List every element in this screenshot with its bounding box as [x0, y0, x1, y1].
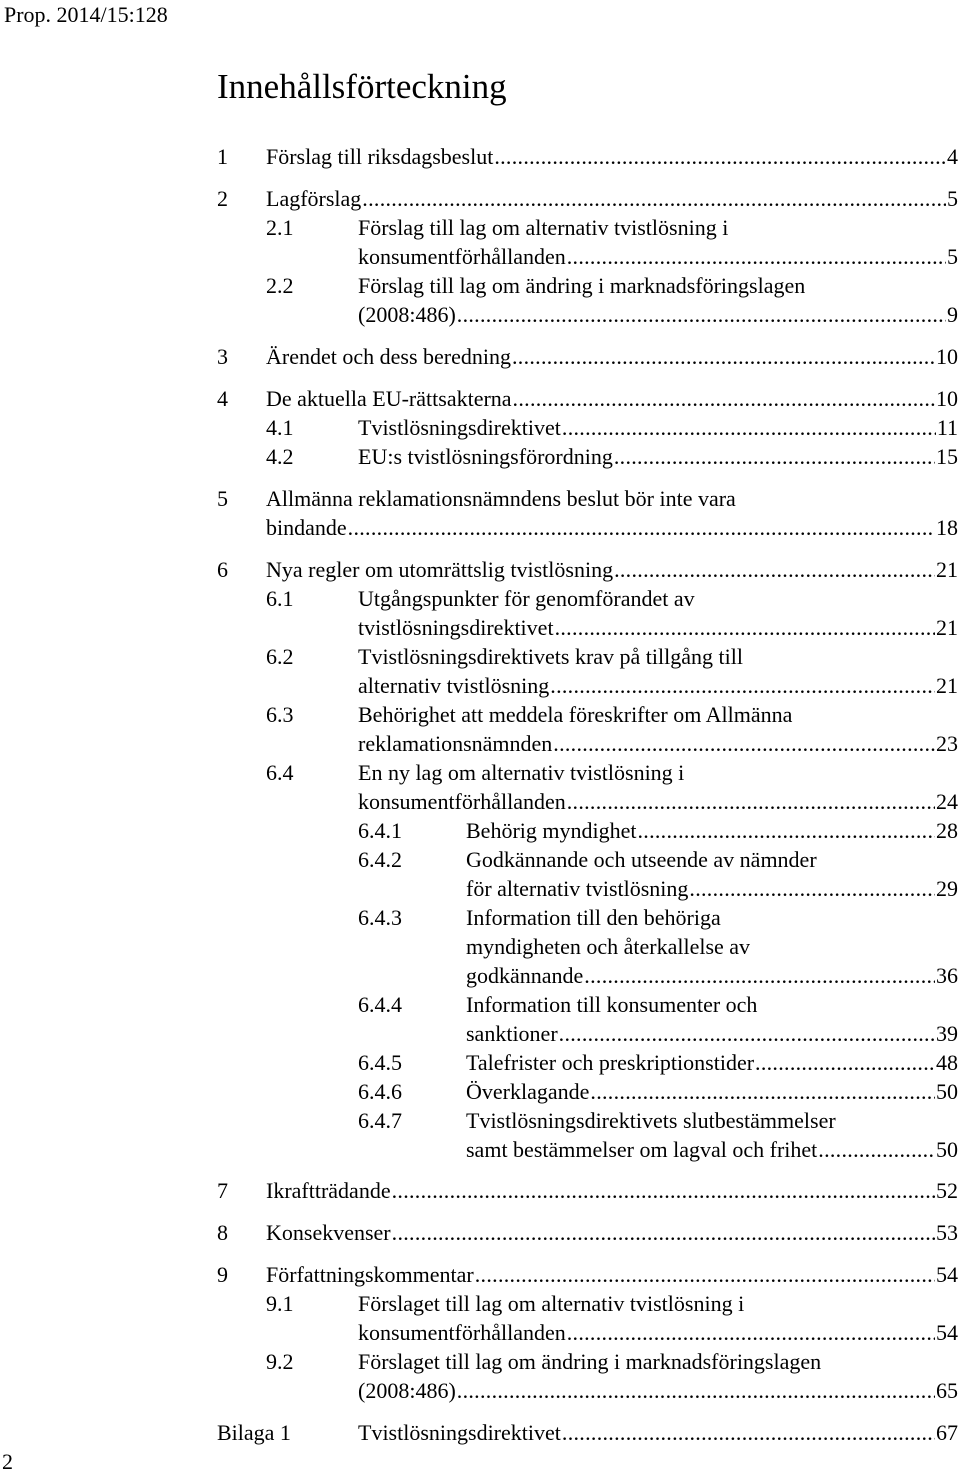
toc-entry-number: 9.1 [266, 1291, 294, 1316]
toc-entry-line [358, 1289, 744, 1318]
toc-entry[interactable] [266, 142, 958, 171]
toc-entry-page: 5 [947, 244, 958, 269]
toc-entry-number: 6.4.3 [358, 905, 402, 930]
dot-leader [457, 300, 946, 329]
dot-leader [348, 513, 935, 542]
dot-leader [562, 1418, 935, 1447]
toc-entry-page: 39 [936, 1021, 958, 1046]
running-header: Prop. 2014/15:128 [4, 2, 168, 27]
toc-entry-title: Lagförslag [266, 186, 362, 211]
toc-entry[interactable] [266, 513, 958, 542]
toc-entry-title: Information till konsumenter och [466, 992, 758, 1017]
toc-entry-title: Tvistlösningsdirektivets krav på tillgång till [358, 644, 743, 669]
dot-leader [555, 613, 935, 642]
dot-leader [512, 342, 935, 371]
toc-entry-title: för alternativ tvistlösning [466, 876, 689, 901]
toc-entry-page: 24 [936, 789, 958, 814]
dot-leader [567, 242, 946, 271]
dot-leader [392, 1176, 935, 1205]
toc-entry-title: Överklagande [466, 1079, 590, 1104]
toc-entry-number: 6.4.4 [358, 992, 402, 1017]
toc-entry-number: 8 [217, 1220, 228, 1245]
toc-entry-number: 5 [217, 486, 228, 511]
toc-entry-title: Behörig myndighet [466, 818, 637, 843]
toc-entry-number: 2.2 [266, 273, 294, 298]
toc-entry-line [466, 845, 817, 874]
toc-entry-page: 48 [936, 1050, 958, 1075]
toc-entry[interactable] [266, 184, 958, 213]
toc-entry-page: 53 [936, 1220, 958, 1245]
toc-entry-title: Information till den behöriga [466, 905, 721, 930]
toc-entry-page: 18 [936, 515, 958, 540]
toc-entry-line [358, 584, 695, 613]
toc-entry-number: 9.2 [266, 1349, 294, 1374]
toc-entry-title: sanktioner [466, 1021, 558, 1046]
toc-entry-page: 9 [947, 302, 958, 327]
toc-entry-title: (2008:486) [358, 302, 456, 327]
toc-entry[interactable] [466, 874, 958, 903]
toc-entry-number: 6.1 [266, 586, 294, 611]
toc-entry-page: 23 [936, 731, 958, 756]
toc-entry-page: 28 [936, 818, 958, 843]
toc-entry[interactable] [358, 671, 958, 700]
toc-entry-line [358, 1347, 821, 1376]
toc-entry-title: Ikraftträdande [266, 1178, 391, 1203]
toc-entry[interactable] [466, 961, 958, 990]
toc-entry[interactable] [466, 1048, 958, 1077]
toc-entry-title: tvistlösningsdirektivet [358, 615, 554, 640]
toc-entry-number: 2 [217, 186, 228, 211]
toc-entry[interactable] [358, 1318, 958, 1347]
toc-entry-page: 10 [936, 344, 958, 369]
toc-entry-number: 4.2 [266, 444, 294, 469]
toc-entry[interactable] [358, 242, 958, 271]
toc-entry-title: konsumentförhållanden [358, 1320, 566, 1345]
toc-entry-title: samt bestämmelser om lagval och frihet [466, 1137, 818, 1162]
toc-entry-title: Godkännande och utseende av nämnder [466, 847, 817, 872]
toc-entry[interactable] [358, 787, 958, 816]
toc-entry[interactable] [266, 342, 958, 371]
toc-entry-title: reklamationsnämnden [358, 731, 553, 756]
toc-entry-line [358, 758, 684, 787]
toc-entry-title: Nya regler om utomrättslig tvistlösning [266, 557, 614, 582]
toc-entry-number: 9 [217, 1262, 228, 1287]
toc-entry[interactable] [358, 300, 958, 329]
toc-entry-line [358, 213, 728, 242]
toc-entry-number: 1 [217, 144, 228, 169]
toc-entry-number: 6.2 [266, 644, 294, 669]
dot-leader [614, 555, 935, 584]
toc-entry-page: 36 [936, 963, 958, 988]
toc-entry[interactable] [266, 1176, 958, 1205]
toc-entry-number: 7 [217, 1178, 228, 1203]
toc-entry-title: myndigheten och återkallelse av [466, 934, 751, 959]
toc-entry-number: 6 [217, 557, 228, 582]
toc-entry-title: Behörighet att meddela föreskrifter om Allmänna [358, 702, 793, 727]
dot-leader [755, 1048, 935, 1077]
toc-entry-page: 50 [936, 1079, 958, 1104]
toc-entry-line [358, 642, 743, 671]
dot-leader [562, 413, 936, 442]
toc-entry-page: 21 [936, 557, 958, 582]
toc-entry-number: 6.4 [266, 760, 294, 785]
toc-entry[interactable] [466, 1019, 958, 1048]
toc-entry[interactable] [266, 1260, 958, 1289]
toc-entry[interactable] [358, 1376, 958, 1405]
toc-entry-line [466, 1106, 836, 1135]
toc-entry-number: 2.1 [266, 215, 294, 240]
toc-entry-title: (2008:486) [358, 1378, 456, 1403]
dot-leader [818, 1135, 935, 1164]
dot-leader [392, 1218, 935, 1247]
toc-entry-number: Bilaga 1 [217, 1420, 291, 1445]
toc-entry-title: Utgångspunkter för genomförandet av [358, 586, 695, 611]
toc-entry-title: Konsekvenser [266, 1220, 391, 1245]
toc-entry-line [358, 700, 792, 729]
dot-leader [513, 384, 935, 413]
toc-entry-line [466, 903, 721, 932]
toc-entry-title: Tvistlösningsdirektivets slutbestämmelser [466, 1108, 836, 1133]
dot-leader [614, 442, 935, 471]
toc-entry-page: 50 [936, 1137, 958, 1162]
dot-leader [553, 729, 935, 758]
toc-entry-page: 4 [947, 144, 958, 169]
toc-entry-page: 5 [947, 186, 958, 211]
toc-entry-number: 6.3 [266, 702, 294, 727]
toc-entry-line [466, 990, 757, 1019]
toc-entry-title: Författningskommentar [266, 1262, 474, 1287]
dot-leader [567, 1318, 935, 1347]
toc-entry-page: 21 [936, 615, 958, 640]
toc-entry-number: 6.4.2 [358, 847, 402, 872]
toc-entry-page: 54 [936, 1262, 958, 1287]
toc-entry-page: 65 [936, 1378, 958, 1403]
toc-entry-title: Förslaget till lag om alternativ tvistlösning i [358, 1291, 745, 1316]
dot-leader [559, 1019, 935, 1048]
toc-entry-number: 4.1 [266, 415, 294, 440]
toc-entry-page: 15 [936, 444, 958, 469]
dot-leader [475, 1260, 935, 1289]
toc-entry-line [358, 271, 805, 300]
dot-leader [457, 1376, 935, 1405]
dot-leader [637, 816, 935, 845]
dot-leader [689, 874, 935, 903]
toc-entry-number: 4 [217, 386, 228, 411]
toc-entry-title: godkännande [466, 963, 584, 988]
toc-entry-title: Förslag till lag om alternativ tvistlösning i [358, 215, 729, 240]
toc-entry[interactable] [358, 613, 958, 642]
toc-entry[interactable] [266, 1218, 958, 1247]
toc-entry[interactable] [466, 1135, 958, 1164]
toc-entry[interactable] [358, 442, 958, 471]
dot-leader [584, 961, 935, 990]
toc-entry-page: 54 [936, 1320, 958, 1345]
dot-leader [590, 1077, 935, 1106]
toc-entry-title: alternativ tvistlösning [358, 673, 550, 698]
toc-entry-page: 29 [936, 876, 958, 901]
toc-entry-number: 6.4.5 [358, 1050, 402, 1075]
toc-entry-title: konsumentförhållanden [358, 244, 566, 269]
toc-entry[interactable] [358, 1418, 958, 1447]
page-number: 2 [2, 1449, 13, 1474]
toc-entry-line [266, 484, 736, 513]
toc-entry-title: Allmänna reklamationsnämndens beslut bör inte vara [266, 486, 736, 511]
toc-entry[interactable] [466, 816, 958, 845]
dot-leader [494, 142, 946, 171]
toc-entry-page: 21 [936, 673, 958, 698]
toc-entry-title: Tvistlösningsdirektivet [358, 415, 561, 440]
toc-entry-title: konsumentförhållanden [358, 789, 566, 814]
toc-entry[interactable] [358, 729, 958, 758]
toc-entry-title: En ny lag om alternativ tvistlösning i [358, 760, 685, 785]
toc-entry-number: 6.4.7 [358, 1108, 402, 1133]
toc-entry-line [466, 932, 750, 961]
toc-entry-page: 10 [936, 386, 958, 411]
toc-entry-page: 11 [936, 415, 958, 440]
toc-entry-page: 67 [936, 1420, 958, 1445]
toc-entry[interactable] [466, 1077, 958, 1106]
toc-entry-title: Ärendet och dess beredning [266, 344, 511, 369]
dot-leader [567, 787, 935, 816]
toc-entry[interactable] [266, 384, 958, 413]
toc-entry-title: bindande [266, 515, 347, 540]
toc-entry-title: EU:s tvistlösningsförordning [358, 444, 613, 469]
dot-leader [550, 671, 935, 700]
dot-leader [362, 184, 946, 213]
toc-entry-title: Förslaget till lag om ändring i marknadsföringslagen [358, 1349, 822, 1374]
toc-entry-number: 6.4.6 [358, 1079, 402, 1104]
toc-entry-title: Tvistlösningsdirektivet [358, 1420, 561, 1445]
toc-entry[interactable] [358, 413, 958, 442]
toc-entry-title: Förslag till riksdagsbeslut [266, 144, 494, 169]
toc-entry-page: 52 [936, 1178, 958, 1203]
toc-entry-number: 3 [217, 344, 228, 369]
toc-entry[interactable] [266, 555, 958, 584]
toc-entry-title: Förslag till lag om ändring i marknadsföringslagen [358, 273, 806, 298]
toc-entry-title: De aktuella EU-rättsakterna [266, 386, 512, 411]
toc-entry-number: 6.4.1 [358, 818, 402, 843]
toc-entry-title: Talefrister och preskriptionstider [466, 1050, 755, 1075]
page-title: Innehållsförteckning [217, 67, 507, 106]
